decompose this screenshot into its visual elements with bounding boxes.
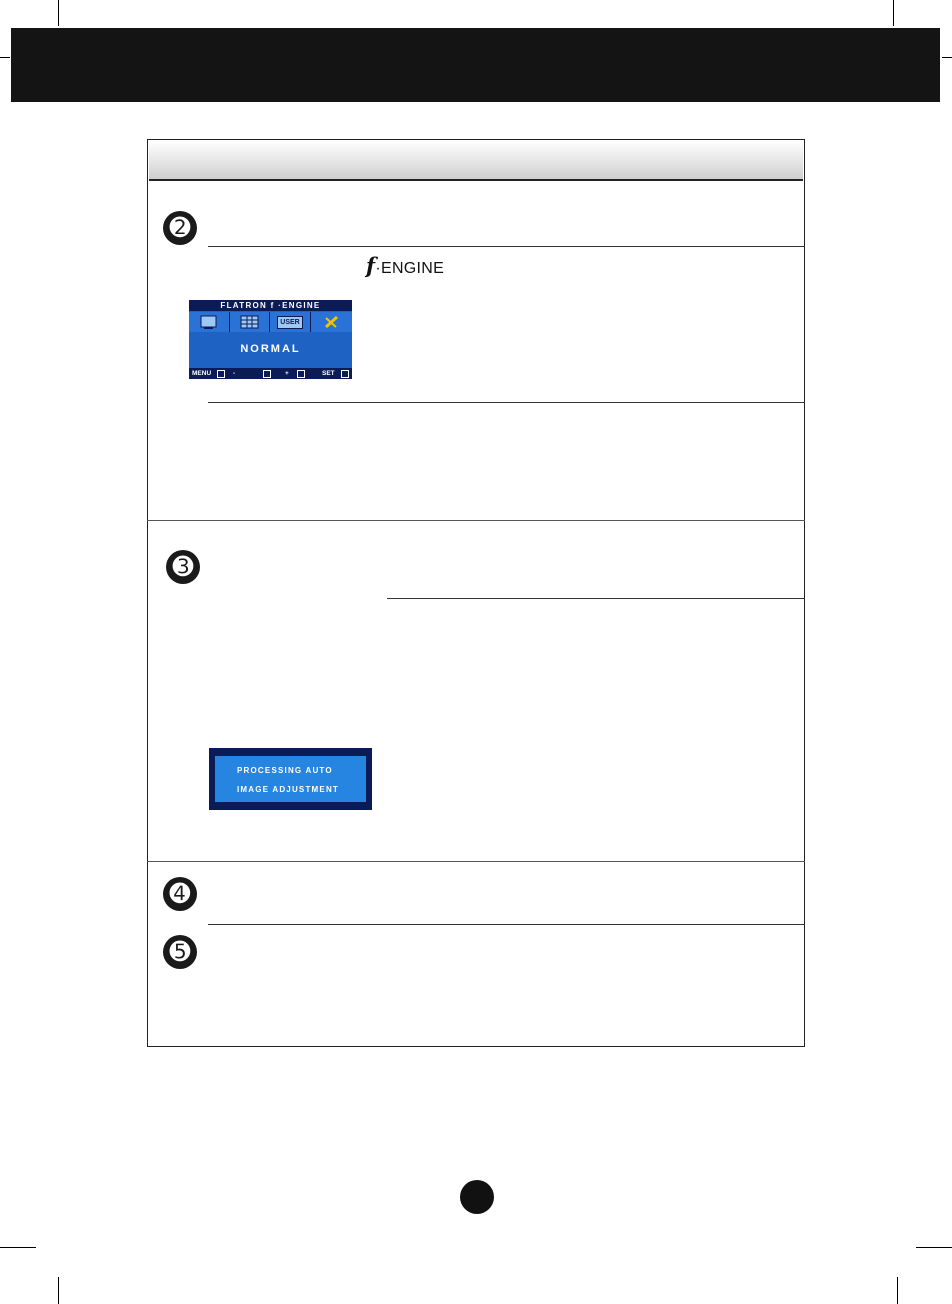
f-engine-label: f·ENGINE: [366, 253, 445, 278]
rule: [208, 246, 805, 247]
osd-user-label: USER: [277, 316, 303, 329]
step-2-badge: ➋: [163, 211, 197, 245]
step-3-badge: ➌: [166, 550, 200, 584]
rule: [208, 402, 805, 403]
header-bar: [11, 28, 940, 102]
crop-mark: [0, 1247, 36, 1248]
step-5-badge: ➎: [163, 935, 197, 969]
content-panel: [147, 139, 805, 1047]
processing-osd: [209, 748, 372, 810]
section-divider: [147, 861, 805, 862]
plus-key-icon: [297, 370, 305, 378]
processing-line-1: PROCESSING AUTO: [237, 766, 333, 775]
crop-mark: [916, 1247, 952, 1248]
crop-mark: [58, 1277, 59, 1304]
osd-title: FLATRON f ·ENGINE: [189, 300, 352, 311]
monitor-icon: [189, 312, 229, 332]
osd-footer: MENU - + SET: [189, 368, 352, 379]
page-number-badge: [460, 1180, 494, 1214]
crop-mark: [942, 57, 952, 58]
rule: [387, 598, 805, 599]
grid-icon: [230, 312, 269, 332]
processing-osd-panel: [215, 756, 366, 802]
section-divider: [147, 520, 805, 521]
tools-icon: [311, 312, 352, 332]
crop-mark: [0, 57, 10, 58]
crop-mark: [58, 0, 59, 26]
osd-mode-name: NORMAL: [240, 343, 301, 355]
menu-key-icon: [217, 370, 225, 378]
step-4-badge: ➍: [163, 877, 197, 911]
osd-mode-user: [270, 312, 311, 332]
osd-mode-text: [230, 312, 270, 332]
osd-mode-tools: [311, 312, 352, 332]
f-engine-logo: f: [366, 253, 376, 278]
rule: [208, 924, 805, 925]
osd-icon-row: [189, 312, 352, 332]
crop-mark: [893, 0, 894, 26]
osd-mode-movie: [189, 312, 230, 332]
panel-header: [149, 141, 803, 181]
set-key-icon: [341, 370, 349, 378]
processing-line-2: IMAGE ADJUSTMENT: [237, 785, 340, 794]
minus-key-icon: [263, 370, 271, 378]
f-engine-osd: [189, 300, 352, 379]
crop-mark: [897, 1277, 898, 1304]
